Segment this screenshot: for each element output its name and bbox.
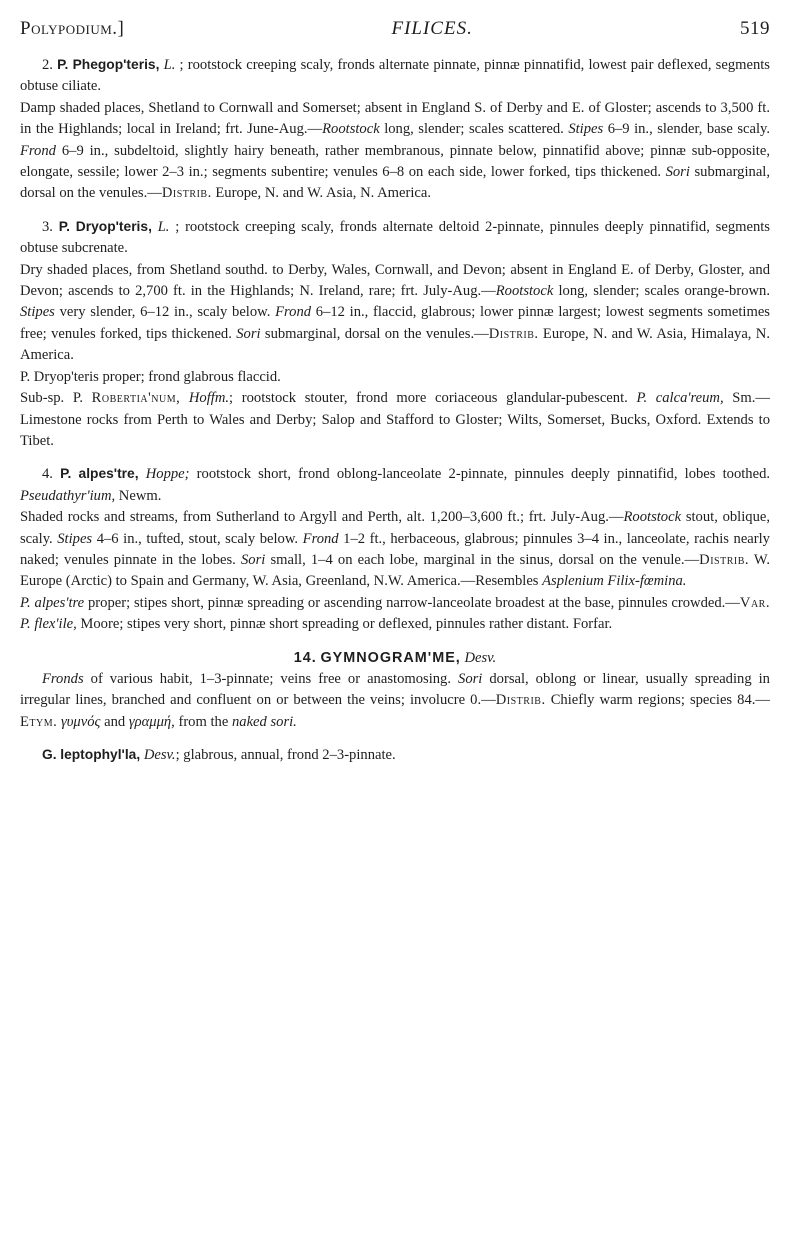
variety-proper-text: proper; stipes short, pinnæ spreading or ascending narrow-lanceolate broadest at the base, pinnules crowded.— — [88, 594, 740, 611]
species-author: L. — [163, 57, 176, 73]
variety-proper-dryopteris: P. Dryop'teris proper; frond glabrous flaccid. — [20, 368, 281, 385]
species-author: Hoppe; — [145, 466, 190, 483]
running-head-family: FILICES. — [391, 18, 473, 39]
subspecies-robertianum — [20, 388, 770, 452]
variety-label: Var. — [739, 594, 770, 611]
rootstock-text: stout, oblique, scaly. — [20, 509, 771, 547]
stipes-text: 4–6 in., tufted, stout, scaly below. — [96, 530, 299, 547]
genus-author: Desv. — [464, 649, 497, 666]
resembles-species: Asplenium Filix-fœmina. — [542, 573, 687, 590]
species-synonym: Pseudathyr'ium, — [20, 487, 116, 504]
subspecies-prefix: Sub-sp. P. — [20, 390, 83, 407]
genus-name: GYMNOGRAM'ME, — [320, 649, 461, 666]
distrib-label: Distrib. — [161, 185, 212, 202]
subspecies-synonym: P. calca'reum, — [636, 390, 724, 407]
genus-abbr: P. — [58, 218, 70, 234]
species-entry-leptophylla — [20, 744, 770, 766]
distrib-label: Distrib. — [495, 692, 546, 709]
frond-text: 6–12 in., flaccid, glabrous; lower pinnæ largest; lowest segments sometimes free; venules forked, tips thickened. — [20, 304, 770, 342]
sori-label: Sori — [240, 551, 266, 568]
page-number: 519 — [739, 18, 770, 39]
species-name: Dryop'teris, — [75, 218, 152, 234]
species-entry-dryopteris — [20, 216, 770, 260]
running-head — [20, 18, 770, 40]
species-entry-phegopteris — [20, 54, 770, 98]
species-entry-alpestre — [20, 463, 770, 507]
sori-text: small, 1–4 on each lobe, marginal in the sinus, dorsal on the venule.— — [270, 551, 700, 568]
synonym-author: Newm. — [118, 487, 162, 504]
frond-label: Frond — [275, 304, 312, 321]
species-description: rootstock short, frond oblong-lanceolate 2-pinnate, pinnules deeply pinnatifid, lobes toothed. — [196, 466, 771, 483]
etym-greek-1: γυμνός — [60, 713, 101, 730]
distrib-text: W. Europe (Arctic) to Spain and Germany, W. Asia, Greenland, N.W. America.—Resembles — [20, 551, 770, 590]
habitat-text: Shaded rocks and streams, from Sutherland to Argyll and Perth, alt. 1,200–3,600 ft.; frt. July-Aug.— — [20, 509, 624, 526]
species-author: L. — [157, 218, 170, 235]
species-description: ; glabrous, annual, frond 2–3-pinnate. — [175, 747, 396, 764]
subspecies-description: ; rootstock stouter, frond more coriaceous glandular-pubescent. — [229, 390, 628, 407]
distrib-text: Europe, N. and W. Asia, N. America. — [215, 185, 431, 202]
running-head-genus: Polypodium.] — [20, 18, 125, 39]
species-description: ; rootstock creeping scaly, fronds alternate deltoid 2-pinnate, pinnules deeply pinnatifid, segments obtuse subcrenate. — [20, 218, 770, 257]
stipes-label: Stipes — [20, 304, 55, 321]
rootstock-label: Rootstock — [322, 121, 380, 138]
genus-description-gymnogramme — [20, 669, 770, 733]
page-body — [20, 54, 770, 767]
genus-number: 14. — [293, 649, 317, 666]
variety-name: P. flex'ile, — [20, 616, 77, 633]
subspecies-author: Hoffm. — [188, 390, 230, 407]
stipes-label: Stipes — [57, 530, 93, 547]
habitat-text: Damp shaded places, Shetland to Cornwall and Somerset; absent in England S. of Derby and E. of Gloster; ascends to 3,500 ft. in the Highlands; local in Ireland; frt. June-Aug.— — [20, 99, 770, 138]
species-details-alpestre — [20, 507, 770, 593]
species-name: leptophyl'la, — [60, 747, 141, 763]
variety-proper-alpestre — [20, 593, 770, 636]
species-author: Desv. — [143, 747, 176, 764]
habitat-text: Dry shaded places, from Shetland southd. to Derby, Wales, Cornwall, and Devon; absent in England E. of Derby, Gloster, and Devon; ascends to 2,700 ft. in the Highlands; N. Ireland, rare; frt. July-Aug.— — [20, 261, 770, 300]
distrib-text: Europe, N. and W. Asia, Himalaya, N. America. — [20, 325, 770, 364]
frond-text: 6–9 in., subdeltoid, slightly hairy beneath, rather membranous, pinnate below, pinnatifid above; pinnæ sub-opposite, elongate, sessile; lower 2–3 in.; segments subentire; venules 6–8 on each side, lower forked, tips thickened. — [20, 142, 770, 181]
frond-label: Frond — [20, 142, 56, 159]
stipes-text: very slender, 6–12 in., scaly below. — [59, 304, 271, 321]
stipes-text: 6–9 in., slender, base scaly. — [607, 121, 771, 138]
rootstock-label: Rootstock — [623, 509, 682, 526]
species-number: 2. — [42, 57, 53, 73]
variety-proper-name: P. alpes'tre — [20, 594, 85, 611]
fronds-label: Fronds — [42, 670, 84, 687]
sori-text: submarginal, dorsal on the venules.— — [20, 164, 770, 202]
sori-label: Sori — [458, 670, 483, 687]
species-details-phegopteris — [20, 98, 770, 205]
genus-abbr: G. — [42, 747, 57, 763]
etym-naked-sori: naked sori. — [231, 713, 297, 730]
sori-text: submarginal, dorsal on the venules.— — [264, 325, 489, 342]
etym-label: Etym. — [20, 713, 58, 730]
frond-label: Frond — [302, 530, 339, 547]
species-name: alpes'tre, — [78, 466, 139, 482]
species-description: ; rootstock creeping scaly, fronds alternate pinnate, pinnæ pinnatifid, lowest pair deflexed, segments obtuse ciliate. — [20, 57, 770, 95]
variety-text: Moore; stipes very short, pinnæ short spreading or deflexed, pinnules rather distant. Forfar. — [80, 616, 613, 633]
stipes-label: Stipes — [568, 121, 604, 138]
sori-label: Sori — [665, 164, 690, 181]
etym-from: from the — [178, 713, 229, 730]
subspecies-name: Robertia'num, — [91, 390, 181, 407]
species-number: 3. — [42, 218, 53, 235]
frond-text: 1–2 ft., herbaceous, glabrous; pinnules 3–4 in., lanceolate, rachis nearly naked; venules pinnate in the lobes. — [20, 530, 770, 568]
distrib-label: Distrib. — [488, 325, 539, 342]
sori-label: Sori — [236, 325, 261, 342]
genus-abbr: P. — [57, 57, 69, 72]
distrib-text: Chiefly warm regions; species 84.— — [550, 692, 771, 709]
genus-heading-gymnogramme — [20, 648, 770, 669]
rootstock-label: Rootstock — [495, 283, 554, 300]
distrib-label: Distrib. — [699, 551, 750, 568]
species-number: 4. — [42, 466, 53, 483]
rootstock-text: long, slender; scales orange-brown. — [558, 283, 770, 300]
genus-abbr: P. — [60, 466, 72, 482]
etym-and: and — [104, 713, 126, 730]
fronds-text: of various habit, 1–3-pinnate; veins free or anastomosing. — [90, 670, 451, 687]
subspecies-habitat: Sm.—Limestone rocks from Perth to Wales and Derby; Salop and Stafford to Gloster; Wilts, Somerset, Bucks, Oxford. Extends to Tibet. — [20, 390, 770, 449]
rootstock-text: long, slender; scales scattered. — [384, 121, 564, 138]
species-name: Phegop'teris, — [72, 57, 160, 72]
species-details-dryopteris — [20, 260, 770, 367]
sori-text: dorsal, oblong or linear, usually spreading in irregular lines, branched and confluent on or between the veins; involucre 0.— — [20, 670, 770, 709]
etym-greek-2: γραμμή, — [128, 713, 175, 730]
